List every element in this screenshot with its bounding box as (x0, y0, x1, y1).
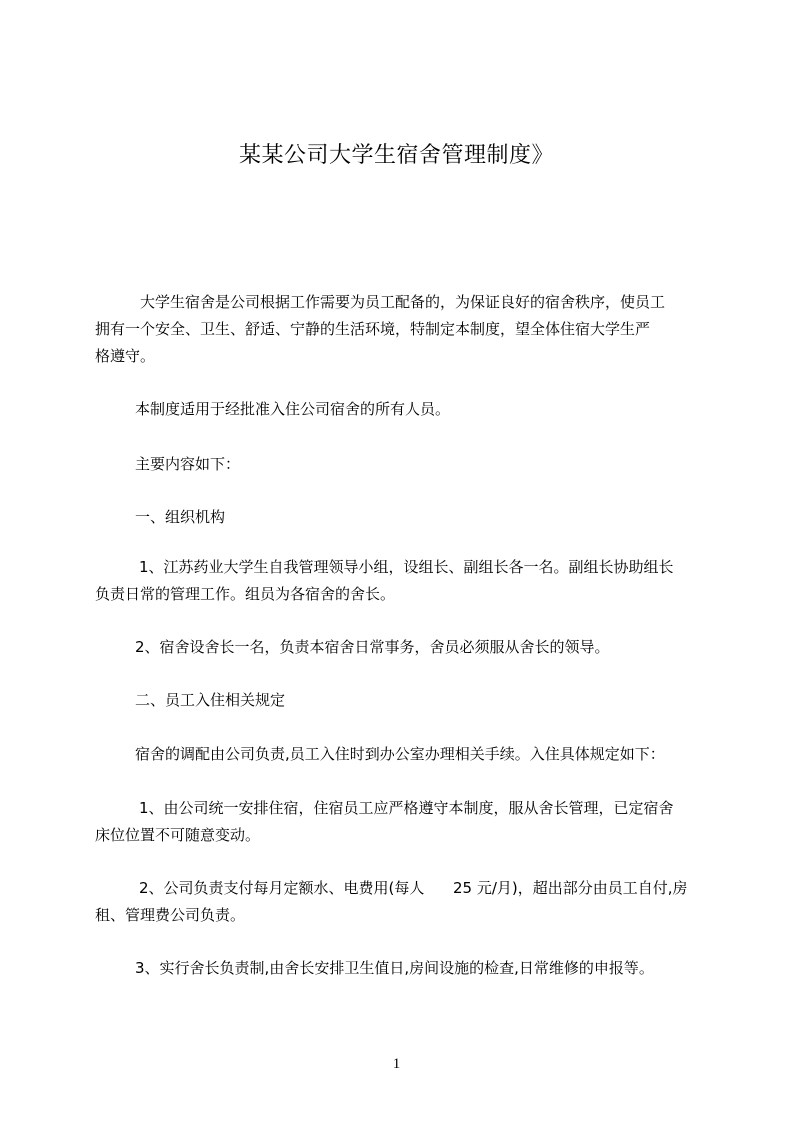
section-2-item-1-line-1: 1、由公司统一安排住宿，住宿员工应严格遵守本制度，服从舍长管理，已定宿舍 (139, 799, 674, 817)
section-2-item-2-line-1: 2、公司负责支付每月定额水、电费用(每人 25 元/月)，超出部分由员工自付,房 (139, 879, 688, 897)
document-title: 某某公司大学生宿舍管理制度》 (238, 143, 554, 168)
intro-line-2: 拥有一个安全、卫生、舒适、宁静的生活环境，特制定本制度，望全体住宿大学生严 (95, 320, 651, 338)
page-number: 1 (392, 1056, 401, 1072)
section-1-heading (135, 504, 715, 531)
section-2-item-1-line-2: 床位位置不可随意变动。 (95, 826, 261, 844)
section-2-intro-line: 宿舍的调配由公司负责,员工入住时到办公室办理相关手续。入住具体规定如下： (135, 745, 665, 763)
intro-paragraph (95, 289, 715, 370)
section-2-heading-text: 二、员工入住相关规定 (135, 691, 286, 709)
scope-line-1: 本制度适用于经批准入住公司宿舍的所有人员。 (135, 400, 451, 418)
intro-line-1: 大学生宿舍是公司根据工作需要为员工配备的，为保证良好的宿舍秩序，使员工 (140, 293, 666, 311)
section-2-item-2 (95, 875, 715, 929)
section-2-intro (135, 741, 715, 768)
section-1-item-1-line-1: 1、江苏药业大学生自我管理领导小组，设组长、副组长各一名。副组长协助组长 (139, 558, 674, 576)
section-2-item-3 (135, 955, 715, 982)
section-1-heading-text: 一、组织机构 (135, 508, 226, 526)
section-2-item-2-line-2: 租、管理费公司负责。 (95, 906, 246, 924)
section-1-item-2 (135, 634, 715, 661)
scope-paragraph (135, 396, 715, 423)
section-2-item-1 (95, 795, 715, 849)
main-content-heading (135, 451, 715, 478)
section-1-item-1-line-2: 负责日常的管理工作。组员为各宿舍的舍长。 (95, 585, 396, 603)
section-1-item-1 (95, 554, 715, 608)
section-2-heading (135, 687, 715, 714)
section-1-item-2-line-1: 2、宿舍设舍长一名，负责本宿舍日常事务，舍员必须服从舍长的领导。 (135, 638, 610, 656)
section-2-item-3-line-1: 3、实行舍长负责制,由舍长安排卫生值日,房间设施的检查,日常维修的申报等。 (135, 959, 654, 977)
main-content-line: 主要内容如下： (135, 455, 241, 473)
intro-line-3: 格遵守。 (95, 347, 156, 365)
